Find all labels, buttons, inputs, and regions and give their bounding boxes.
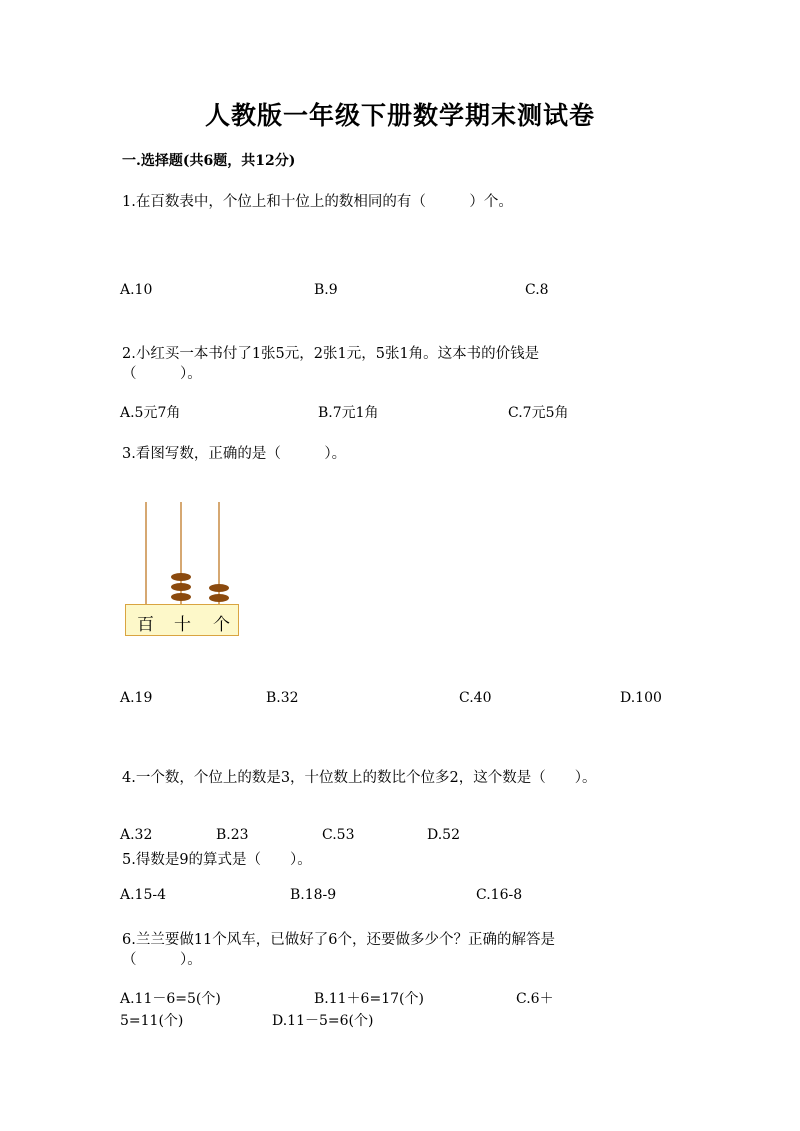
q3-option-a[interactable]: A.19 [120,690,153,706]
section-heading: 一.选择题(共6题，共12分) [122,153,296,169]
q4-option-a[interactable]: A.32 [120,827,153,843]
place-label-hundreds: 百 [137,615,154,635]
q5-option-a[interactable]: A.15-4 [120,887,167,903]
q5-option-b[interactable]: B.18-9 [290,887,337,903]
question-2: 2.小红买一本书付了1张5元，2张1元，5张1角。这本书的价钱是 [122,346,540,362]
question-4: 4.一个数，个位上的数是3，十位数上的数比个位多2，这个数是（ ）。 [122,770,597,786]
question-1: 1.在百数表中，个位上和十位上的数相同的有（ ）个。 [122,194,513,210]
q2-option-b[interactable]: B.7元1角 [318,405,379,421]
q4-option-b[interactable]: B.23 [216,827,249,843]
q2-option-c[interactable]: C.7元5角 [508,405,569,421]
place-label-ones: 个 [213,615,230,635]
q6-option-a[interactable]: A.11－6=5(个) [120,991,221,1007]
abacus-bead [171,583,191,591]
q4-option-c[interactable]: C.53 [322,827,355,843]
q1-option-a[interactable]: A.10 [120,282,153,298]
q6-option-c-continued[interactable]: 5=11(个) [120,1013,184,1029]
q1-option-c[interactable]: C.8 [525,282,549,298]
q3-option-b[interactable]: B.32 [266,690,299,706]
q3-option-c[interactable]: C.40 [459,690,492,706]
q4-option-d[interactable]: D.52 [427,827,460,843]
q6-option-d[interactable]: D.11－5=6(个) [272,1013,374,1029]
abacus-bead [171,573,191,581]
abacus-figure [120,496,250,606]
question-6-blank: （ ）。 [122,952,202,968]
abacus-place-board [125,604,239,636]
question-2-blank: （ ）。 [122,366,202,382]
q3-option-d[interactable]: D.100 [620,690,662,706]
abacus-bead [209,594,229,602]
abacus-bead [209,584,229,592]
page-title: 人教版一年级下册数学期末测试卷 [204,101,595,130]
q5-option-c[interactable]: C.16-8 [476,887,523,903]
q2-option-a[interactable]: A.5元7角 [120,405,181,421]
question-3: 3.看图写数，正确的是（ ）。 [122,446,347,462]
q1-option-b[interactable]: B.9 [314,282,338,298]
q6-option-c[interactable]: C.6＋ [516,991,554,1007]
question-5: 5.得数是9的算式是（ ）。 [122,852,312,868]
abacus-bead [171,593,191,601]
place-label-tens: 十 [174,615,191,635]
question-6: 6.兰兰要做11个风车，已做好了6个，还要做多少个？正确的解答是 [122,932,556,948]
q6-option-b[interactable]: B.11＋6=17(个) [314,991,424,1007]
